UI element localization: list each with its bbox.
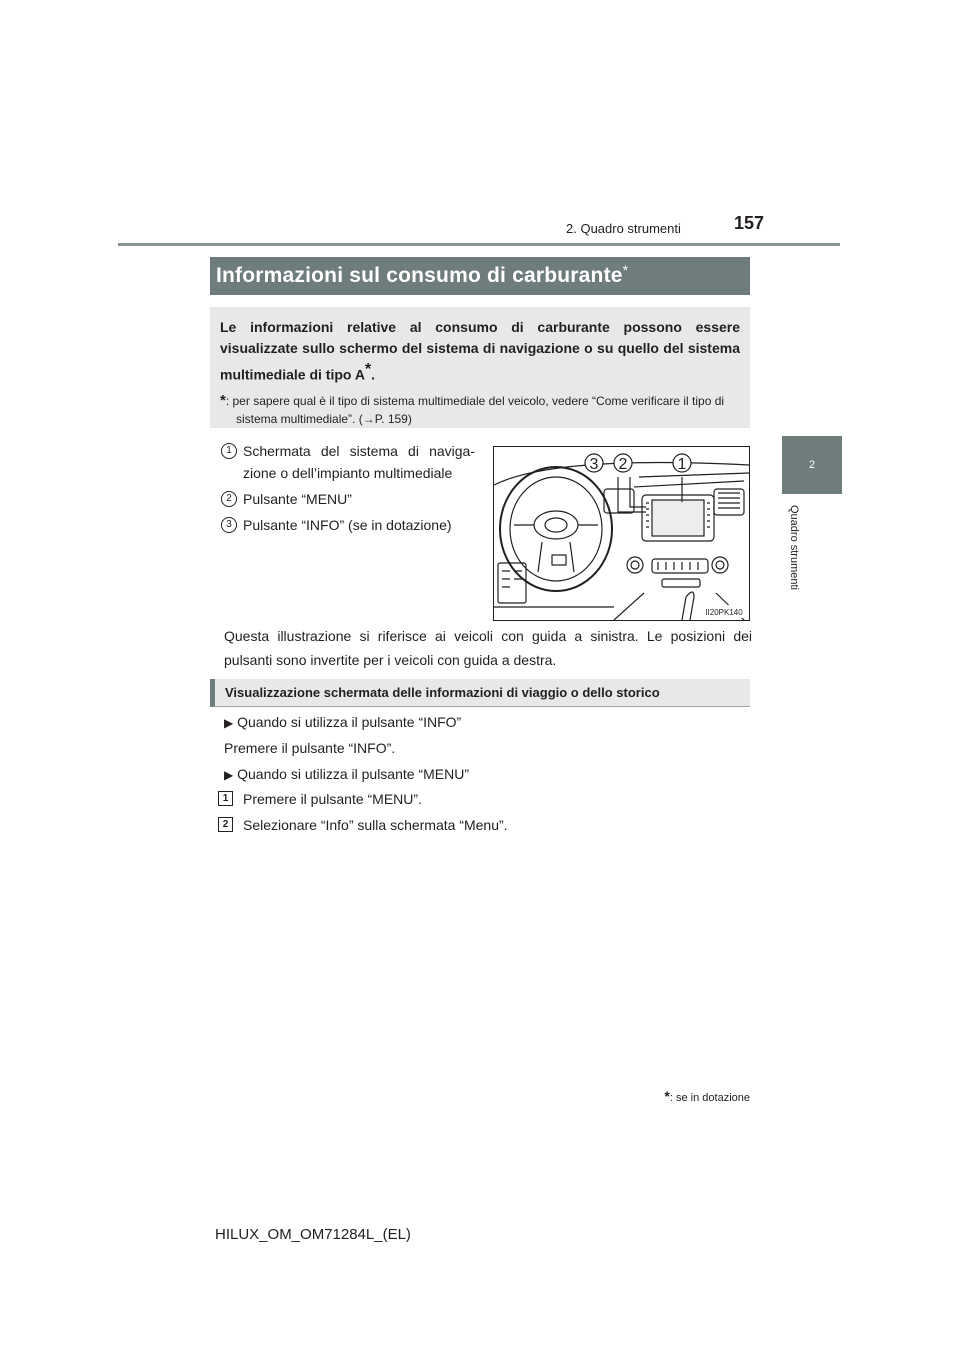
document-id: HILUX_OM_OM71284L_(EL) bbox=[215, 1226, 411, 1243]
step-info: Premere il pulsante “INFO”. bbox=[224, 740, 396, 756]
step-number-2: 2 bbox=[218, 817, 233, 832]
bullet-info-text: Quando si utilizza il pulsante “INFO” bbox=[237, 714, 462, 730]
intro-asterisk: * bbox=[364, 361, 372, 378]
bullet-arrow-icon: ▶ bbox=[224, 768, 234, 782]
item-text-2: Pulsante “MENU” bbox=[243, 491, 352, 507]
footnote-text: : se in dotazione bbox=[669, 1092, 750, 1104]
intro-note-mark: * bbox=[220, 391, 226, 409]
dashboard-illustration bbox=[493, 446, 750, 621]
callout-3: 3 bbox=[589, 456, 599, 473]
subsection-title: Visualizzazione schermata delle informazioni di viaggio o dello storico bbox=[210, 679, 750, 707]
intro-note-text: : per sapere qual è il tipo di sistema multimediale del veicolo, vedere “Come verificare il tipo di sistema multimediale”. (→P. 159) bbox=[225, 393, 725, 426]
step-text-1: Premere il pulsante “MENU”. bbox=[243, 791, 422, 807]
bullet-menu-text: Quando si utilizza il pulsante “MENU” bbox=[237, 766, 469, 782]
callout-1: 1 bbox=[677, 456, 687, 473]
intro-text-end: . bbox=[371, 366, 376, 383]
page-title bbox=[210, 257, 750, 295]
item-number-3: 3 bbox=[221, 517, 237, 533]
item-text-1: Schermata del sistema di navigazione o dell’impianto multimediale bbox=[243, 443, 475, 481]
bullet-menu bbox=[224, 763, 469, 786]
item-number-2: 2 bbox=[221, 491, 237, 507]
step-number-1: 1 bbox=[218, 791, 233, 806]
footnote bbox=[640, 1088, 750, 1104]
step-text-2: Selezionare “Info” sulla schermata “Menu”. bbox=[243, 817, 508, 833]
item-text-3: Pulsante “INFO” (se in dotazione) bbox=[243, 517, 452, 533]
side-tab-label bbox=[788, 505, 804, 605]
page-title-text: Informazioni sul consumo di carburante bbox=[216, 264, 623, 287]
illustration-code: II20PK140 bbox=[705, 608, 743, 617]
side-tab-number bbox=[782, 436, 842, 494]
item-number-1: 1 bbox=[221, 443, 237, 459]
intro-box bbox=[210, 307, 750, 428]
intro-text-body: Le informazioni relative al consumo di carburante possono essere visualizzate sullo schermo del sistema di navigazione o su quello del sistema multimediale di tipo A bbox=[220, 319, 740, 383]
footnote-mark: * bbox=[664, 1088, 670, 1104]
intro-text bbox=[220, 317, 740, 386]
page-number: 157 bbox=[734, 213, 765, 233]
callout-2: 2 bbox=[618, 456, 628, 473]
bullet-arrow-icon: ▶ bbox=[224, 716, 234, 730]
side-tab-label-text: Quadro strumenti bbox=[788, 505, 800, 590]
section-header: 2. Quadro strumenti bbox=[566, 221, 681, 236]
bullet-info bbox=[224, 711, 461, 734]
side-tab-number-text: 2 bbox=[808, 459, 816, 471]
dashboard-drawing bbox=[494, 447, 749, 620]
header-rule bbox=[118, 243, 840, 246]
illustration-note: Questa illustrazione si riferisce ai veicoli con guida a sinistra. Le posizioni dei pulsanti sono invertite per i veicoli con guida a destra. bbox=[224, 628, 752, 668]
title-asterisk: * bbox=[622, 262, 629, 278]
intro-note bbox=[220, 392, 740, 428]
